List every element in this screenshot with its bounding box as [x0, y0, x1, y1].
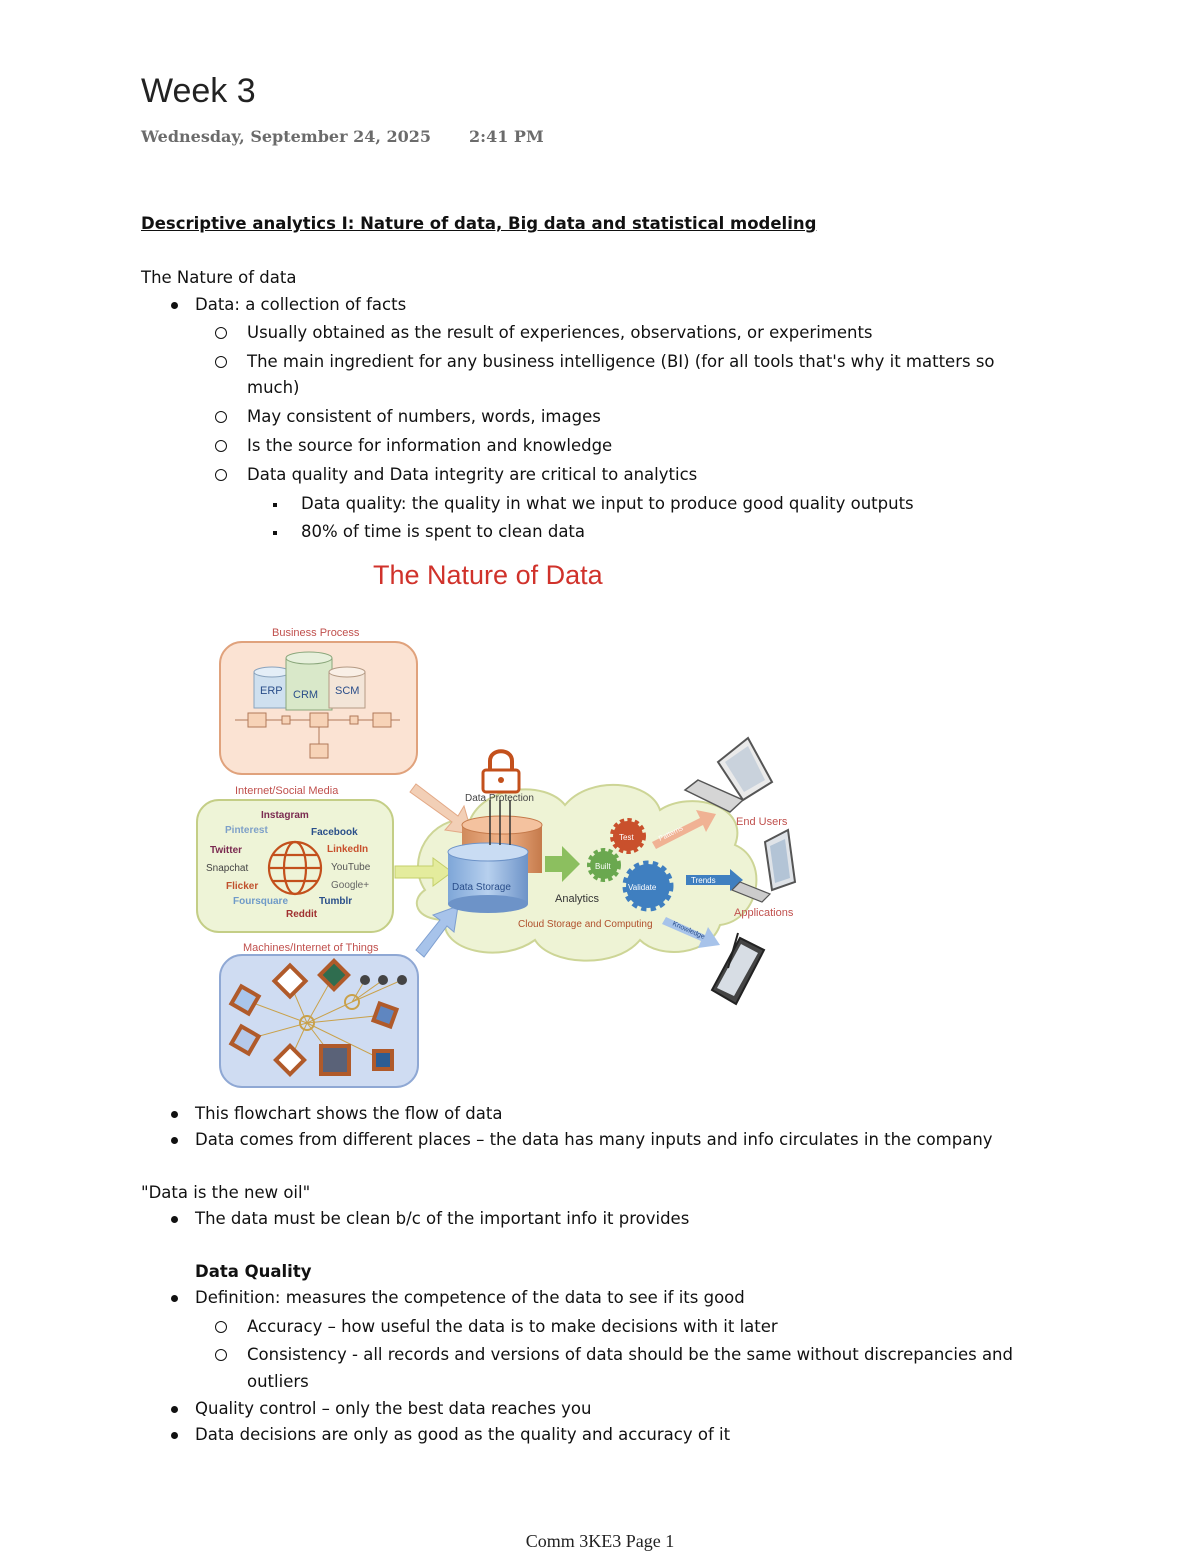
sub-bullet	[215, 469, 227, 481]
list-item-continued: much)	[247, 378, 300, 397]
svg-text:Test: Test	[619, 833, 634, 842]
foursquare-label: Foursquare	[233, 896, 289, 907]
sub-sub-bullet	[273, 531, 277, 535]
page-title: Week 3	[141, 72, 256, 110]
svg-text:Patterns: Patterns	[657, 825, 685, 843]
figure-title: The Nature of Data	[373, 560, 603, 590]
data-quality-heading: Data Quality	[195, 1262, 312, 1281]
crm-label: CRM	[293, 689, 319, 701]
erp-label: ERP	[260, 685, 283, 697]
list-item: May consistent of numbers, words, images	[247, 407, 601, 426]
internet-social-label: Internet/Social Media	[235, 785, 339, 797]
note-time: 2:41 PM	[469, 127, 544, 146]
reddit-label: Reddit	[286, 909, 318, 920]
list-item: Usually obtained as the result of experiences, observations, or experiments	[247, 323, 873, 342]
note-date: Wednesday, September 24, 2025	[141, 127, 432, 146]
list-item: Definition: measures the competence of the data to see if its good	[195, 1288, 745, 1307]
list-item: 80% of time is spent to clean data	[301, 522, 586, 541]
svg-text:Trends: Trends	[691, 876, 716, 885]
data-flow-diagram	[190, 620, 820, 1095]
svg-text:Built: Built	[595, 862, 611, 871]
sub-sub-bullet	[273, 503, 277, 507]
data-protection-label: Data Protection	[465, 793, 534, 804]
list-item: Data decisions are only as good as the quality and accuracy of it	[195, 1425, 731, 1444]
twitter-label: Twitter	[210, 845, 243, 856]
built-gear-icon	[590, 851, 618, 879]
list-item: The main ingredient for any business intelligence (BI) (for all tools that's why it matters so	[247, 352, 995, 371]
list-item: Is the source for information and knowledge	[247, 436, 613, 455]
list-item: Data: a collection of facts	[195, 295, 407, 314]
sub-bullet	[215, 356, 227, 368]
nature-heading: The Nature of data	[141, 268, 297, 287]
list-item: This flowchart shows the flow of data	[195, 1104, 503, 1123]
list-item: Data quality and Data integrity are critical to analytics	[247, 465, 698, 484]
svg-text:Knowledge: Knowledge	[671, 920, 706, 941]
validate-gear-icon	[626, 864, 670, 908]
list-item: Data comes from different places – the data has many inputs and info circulates in the company	[195, 1130, 993, 1149]
sub-bullet	[215, 440, 227, 452]
sub-bullet	[215, 411, 227, 423]
data-storage-label: Data Storage	[452, 882, 511, 893]
youtube-label: YouTube	[331, 862, 371, 873]
list-item: The data must be clean b/c of the important info it provides	[195, 1209, 690, 1228]
section-title: Descriptive analytics I: Nature of data, Big data and statistical modeling	[141, 214, 817, 233]
bullet	[171, 1406, 178, 1413]
sub-bullet	[215, 1321, 227, 1333]
flicker-label: Flicker	[226, 881, 259, 892]
lock-icon	[483, 751, 519, 792]
bullet	[171, 1432, 178, 1439]
sub-bullet	[215, 327, 227, 339]
svg-text:Validate: Validate	[628, 883, 657, 892]
bullet	[171, 302, 178, 309]
sub-bullet	[215, 1349, 227, 1361]
business-process-label: Business Process	[272, 627, 360, 639]
list-item-continued: outliers	[247, 1372, 309, 1391]
pinterest-label: Pinterest	[225, 825, 268, 836]
machines-iot-label: Machines/Internet of Things	[243, 942, 379, 954]
analytics-label: Analytics	[555, 893, 600, 905]
googleplus-label: Google+	[331, 880, 370, 891]
bullet	[171, 1111, 178, 1118]
bullet	[171, 1137, 178, 1144]
tablet-icon	[712, 933, 764, 1004]
page-footer: Comm 3KE3 Page 1	[525, 1531, 675, 1551]
list-item: Data quality: the quality in what we input to produce good quality outputs	[301, 494, 914, 513]
bullet	[171, 1216, 178, 1223]
list-item: Accuracy – how useful the data is to make decisions with it later	[247, 1317, 778, 1336]
end-users-label: End Users	[736, 816, 788, 828]
quote-text: "Data is the new oil"	[141, 1183, 311, 1202]
scm-label: SCM	[335, 685, 360, 697]
instagram-label: Instagram	[261, 810, 309, 821]
test-gear-icon	[613, 821, 643, 851]
date-line	[141, 127, 544, 146]
tumblr-label: Tumblr	[319, 896, 353, 907]
cloud-storage-label: Cloud Storage and Computing	[518, 919, 653, 930]
linkedin-label: LinkedIn	[327, 844, 369, 855]
facebook-label: Facebook	[311, 827, 358, 838]
list-item: Quality control – only the best data reaches you	[195, 1399, 592, 1418]
snapchat-label: Snapchat	[206, 863, 249, 874]
list-item: Consistency - all records and versions of data should be the same without discrepancies and	[247, 1345, 1013, 1364]
applications-label: Applications	[734, 907, 794, 919]
crm-db-icon	[286, 652, 332, 710]
bullet	[171, 1295, 178, 1302]
